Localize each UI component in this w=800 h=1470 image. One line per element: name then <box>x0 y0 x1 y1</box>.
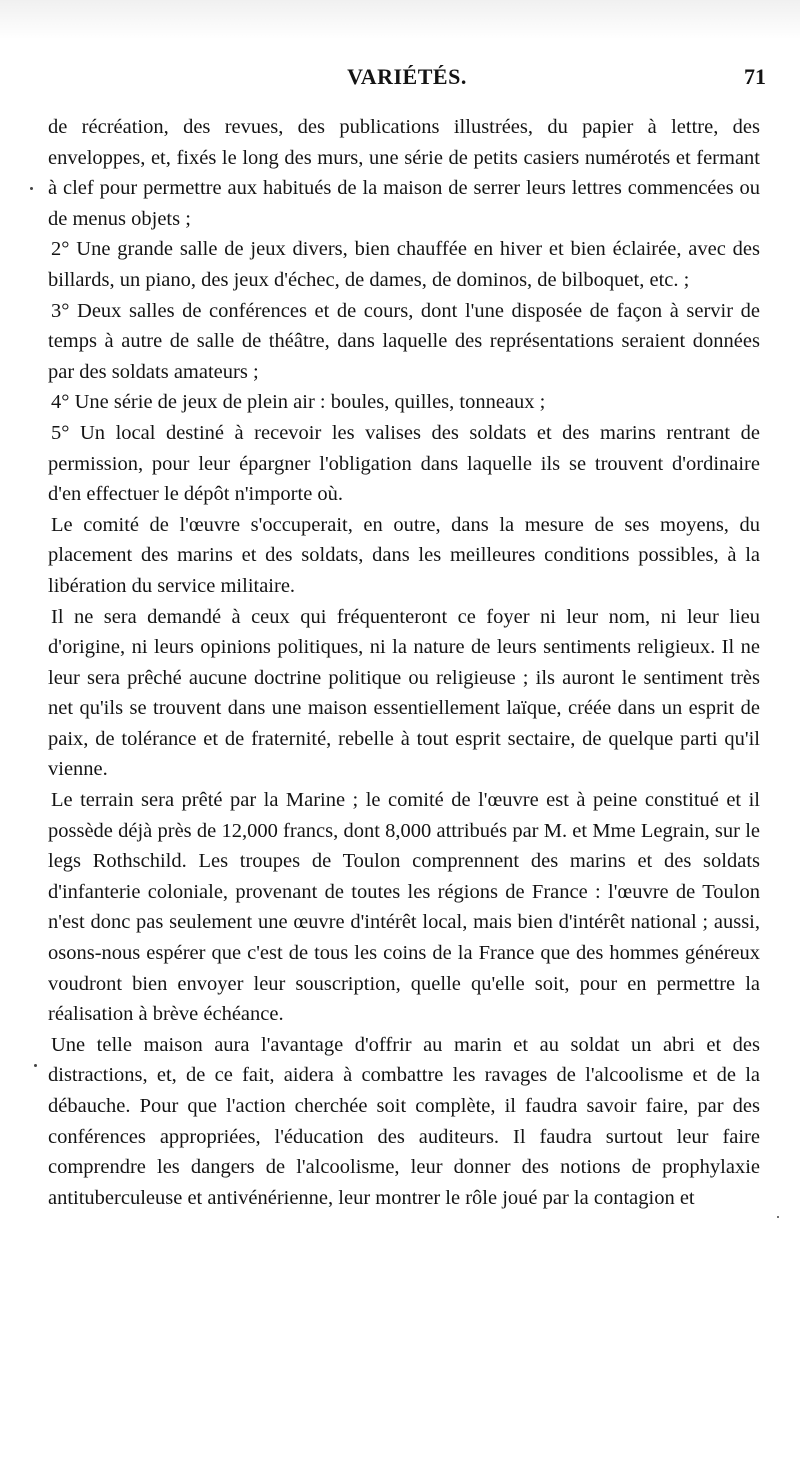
list-item-4: 4° Une série de jeux de plein air : boules, quilles, tonneaux ; <box>51 391 546 414</box>
scan-speck <box>30 187 33 190</box>
list-item-5: 5° Un local destiné à recevoir les valises des soldats et des marins rentrant de permission, pour leur épargner l'obligation dans laquelle ils se trouvent d'ordinaire d'en effectuer le dépôt n'importe où. <box>48 421 760 506</box>
paragraph-benefits: Une telle maison aura l'avantage d'offrir au marin et au soldat un abri et des distractions, et, de ce fait, aidera à combattre les ravages de l'alcoolisme et de la débauche. Pour que l'action cherchée soit complète, il faudra savoir faire, par des conférences appropriées, l'éducation des auditeurs. Il faudra surtout leur faire comprendre les dangers de l'alcoolisme, leur donner des notions de prophylaxie antituberculeuse et antivénérienne, leur montrer le rôle joué par la contagion et <box>48 1033 760 1209</box>
running-title: VARIÉTÉS. <box>347 64 467 89</box>
scan-speck <box>34 1064 37 1067</box>
scan-edge-shading <box>0 0 800 40</box>
paragraph-committee: Le comité de l'œuvre s'occuperait, en outre, dans la mesure de ses moyens, du placement des marins et des soldats, dans les meilleures conditions possibles, à la libération du service militaire. <box>48 513 760 597</box>
list-item-2: 2° Une grande salle de jeux divers, bien chauffée en hiver et bien éclairée, avec des billards, un piano, des jeux d'échec, de dames, de dominos, de bilboquet, etc. ; <box>48 238 760 291</box>
page-number: 71 <box>744 64 766 89</box>
list-item-3: 3° Deux salles de conférences et de cours, dont l'une disposée de façon à servir de temps à autre de salle de théâtre, dans laquelle des représentations seraient données par des soldats amateurs ; <box>48 299 760 383</box>
body-text <box>48 112 760 1213</box>
page-header <box>48 64 766 100</box>
paragraph-funding: Le terrain sera prêté par la Marine ; le comité de l'œuvre est à peine constitué et il possède déjà près de 12,000 francs, dont 8,000 attribués par M. et Mme Legrain, sur le legs Rothschild. Les troupes de Toulon comprennent des marins et des soldats d'infanterie coloniale, provenant de toutes les régions de France : l'œuvre de Toulon n'est donc pas seulement une œuvre d'intérêt local, mais bien d'intérêt national ; aussi, osons-nous espérer que c'est de tous les coins de la France que des hommes généreux voudront bien envoyer leur souscription, quelle qu'elle soit, pour en permettre la réalisation à brève échéance. <box>48 789 760 1026</box>
paragraph-neutrality: Il ne sera demandé à ceux qui fréquenteront ce foyer ni leur nom, ni leur lieu d'origine, ni leurs opinions politiques, ni la nature de leurs sentiments religieux. Il ne leur sera prêché aucune doctrine politique ou religieuse ; ils auront le sentiment très net qu'ils se trouvent dans une maison essentiellement laïque, créée dans un esprit de paix, de tolérance et de fraternité, rebelle à tout esprit sectaire, de quelque parti qu'il vienne. <box>48 605 760 781</box>
paragraph-continuation: de récréation, des revues, des publications illustrées, du papier à lettre, des enveloppes, et, fixés le long des murs, une série de petits casiers numérotés et fermant à clef pour permettre aux habitués de la maison de serrer leurs lettres commencées ou de menus objets ; <box>48 116 760 230</box>
scan-speck <box>777 1216 779 1218</box>
